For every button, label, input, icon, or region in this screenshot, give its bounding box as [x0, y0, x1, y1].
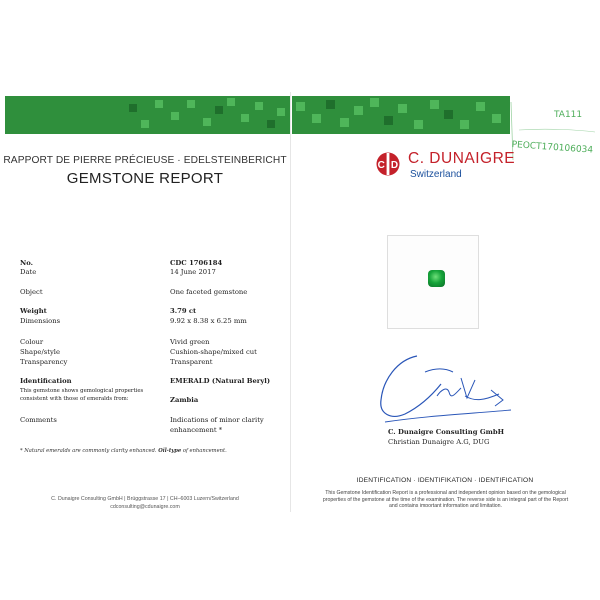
identification-value: EMERALD (Natural Beryl): [170, 377, 271, 385]
left-banner: [5, 96, 290, 134]
weight-label: Weight: [20, 307, 47, 315]
identification-line-1: This Gemstone Identification Report is a professional and independent opinion based on the gemological: [325, 490, 566, 496]
dunaigre-logo-icon: [375, 151, 401, 177]
colour-label: Colour: [20, 338, 44, 346]
identification-label: Identification: [20, 377, 72, 385]
handwritten-ref: PEOCT170106034: [511, 140, 594, 156]
date-label: Date: [20, 268, 37, 276]
logo-mark-c: C: [377, 160, 385, 171]
shape-label: Shape/style: [20, 348, 61, 356]
report-subtitle: RAPPORT DE PIERRE PRÉCIEUSE · EDELSTEINBERICHT: [3, 155, 287, 166]
transparency-label: Transparency: [20, 358, 68, 366]
identification-line-3: and contains important information and limitation.: [388, 503, 503, 508]
note-prefix: * Natural emeralds are commonly clarity enhanced.: [20, 448, 159, 454]
weight-value: 3.79 ct: [170, 307, 197, 315]
transparency-value: Transparent: [170, 358, 213, 366]
object-label: Object: [20, 288, 43, 296]
shape-value: Cushion-shape/mixed cut: [170, 348, 257, 356]
report-title: GEMSTONE REPORT: [66, 170, 224, 187]
signature-person: Christian Dunaigre A.G, DUG: [388, 438, 490, 446]
dimensions-value: 9.92 x 8.38 x 6.25 mm: [170, 317, 247, 325]
note-oil-type: Oil-type: [158, 448, 182, 454]
footer-address: C. Dunaigre Consulting GmbH | Brüggstrasse 17 | CH–6003 Luzern/Switzerland: [51, 496, 239, 502]
signature-drawing: [375, 350, 515, 428]
comments-value-2: enhancement *: [170, 426, 223, 434]
comments-value-1: Indications of minor clarity: [170, 416, 264, 424]
emerald-gem: [428, 270, 445, 287]
origin-value: Zambia: [170, 396, 199, 404]
footer-email: cdconsulting@cdunaigre.com: [110, 504, 180, 510]
colour-value: Vivid green: [170, 338, 210, 346]
object-value: One faceted gemstone: [170, 288, 248, 296]
identification-desc-2: consistent with those of emeralds from:: [20, 396, 129, 402]
date-value: 14 June 2017: [170, 268, 216, 276]
identification-desc-1: This gemstone shows gemological properties: [20, 388, 144, 394]
comments-label: Comments: [20, 416, 57, 424]
signature-company: C. Dunaigre Consulting GmbH: [388, 428, 504, 436]
dimensions-label: Dimensions: [20, 317, 61, 325]
gemstone-photo: [387, 235, 479, 329]
right-banner: [292, 96, 510, 134]
logo-country: Switzerland: [410, 169, 462, 180]
identification-line-2: properties of the gemstone at the time of the examination. The reverse side is an integral part of the Report: [322, 496, 569, 503]
logo-mark-d: D: [390, 160, 399, 171]
page-fold: [290, 92, 291, 512]
handwritten-stamp-code: TA111: [554, 110, 583, 120]
logo-name: C. DUNAIGRE: [408, 150, 516, 167]
enhancement-note: [20, 448, 227, 454]
no-value: CDC 1706184: [170, 259, 223, 267]
note-suffix: of enhancement.: [181, 448, 227, 454]
identification-text: [303, 490, 588, 507]
no-label: No.: [20, 259, 33, 267]
identification-heading: IDENTIFICATION · IDENTIFIKATION · IDENTIFICATION: [356, 477, 534, 484]
